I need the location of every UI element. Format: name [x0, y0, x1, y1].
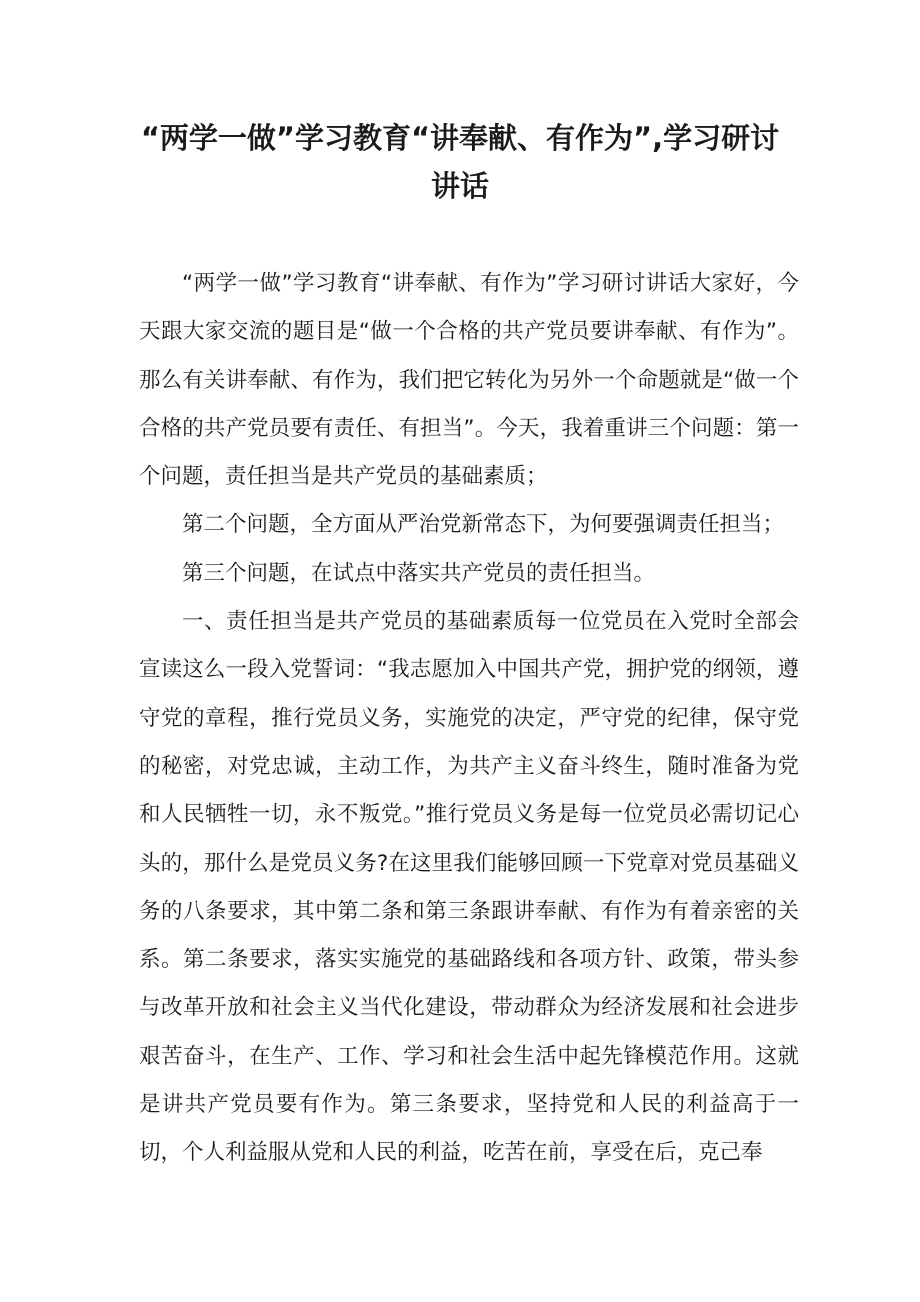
paragraph-second-question: 第二个问题，全方面从严治党新常态下，为何要强调责任担当；: [182, 512, 785, 538]
paragraph-third-question: 第三个问题，在试点中落实共产党员的责任担当。: [182, 560, 656, 586]
paragraph-section-one: 一、责任担当是共产党员的基础素质每一位党员在入党时全部会宣读这么一段入党誓词：“我志愿加入中国共产党，拥护党的纲领，遵守党的章程，推行党员义务，实施党的决定，严守党的纪律，保守党的秘密，对党忠诚，主动工作，为共产主义奋斗终生，随时准备为党和人民牺牲一切，永不叛党。”推行党员义务是每一位党员必需切记心头的，那什么是党员义务?在这里我们能够回顾一下党章对党员基础义务的八条要求，其中第二条和第三条跟讲奉献、有作为有着亲密的关系。第二条要求，落实实施党的基础路线和各项方针、政策，带头参与改革开放和社会主义当代化建设，带动群众为经济发展和社会进步艰苦奋斗，在生产、工作、学习和社会生活中起先锋模范作用。这就是讲共产党员要有作为。第三条要求，坚持党和人民的利益高于一切，个人利益服从党和人民的利益，吃苦在前，享受在后，克己奉: [139, 609, 799, 1166]
document-body: [139, 260, 799, 1178]
paragraph-intro: “两学一做”学习教育“讲奉献、有作为”学习研讨讲话大家好，今天跟大家交流的题目是“做一个合格的共产党员要讲奉献、有作为”。那么有关讲奉献、有作为，我们把它转化为另外一个命题就是“做一个合格的共产党员要有责任、有担当”。今天，我着重讲三个问题：第一个问题，责任担当是共产党员的基础素质；: [139, 271, 799, 490]
document-title: “两学一做”学习教育“讲奉献、有作为”,学习研讨讲话: [140, 121, 780, 203]
